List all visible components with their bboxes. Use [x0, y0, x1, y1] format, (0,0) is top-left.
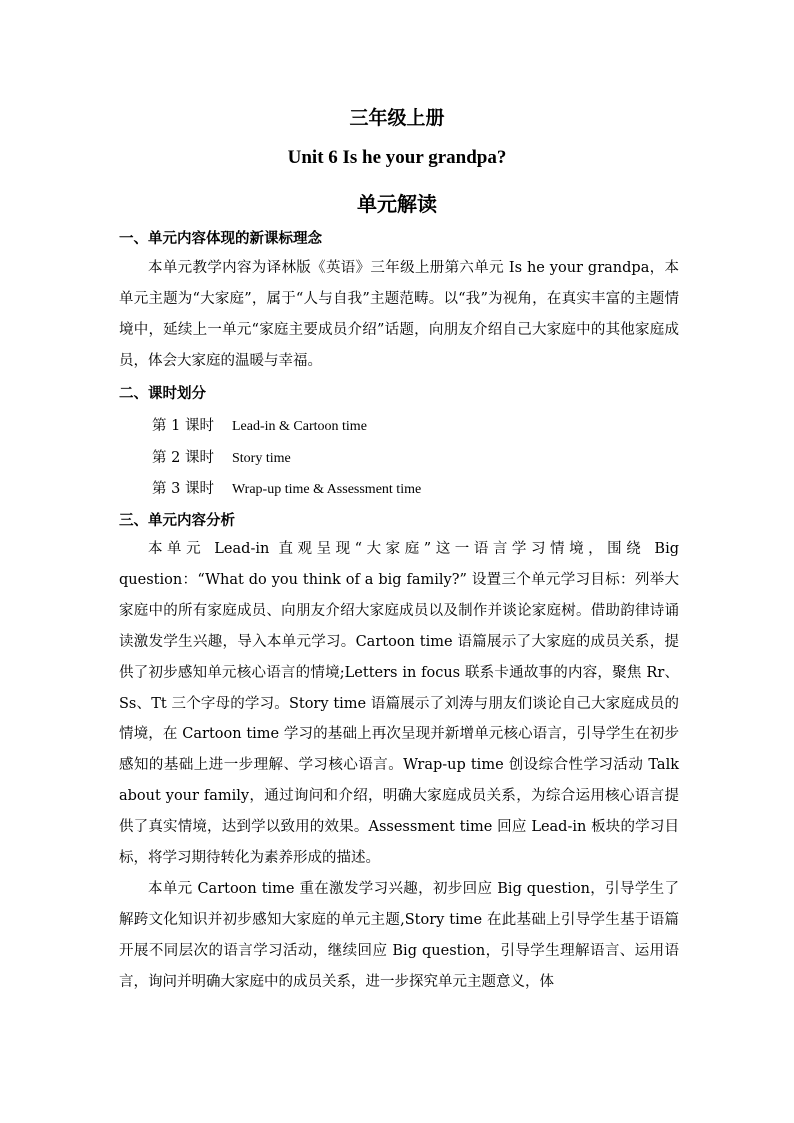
lesson-number: 第 1 课时: [152, 418, 214, 434]
unit-title: Unit 6 Is he your grandpa?: [287, 147, 507, 168]
lesson-name: Wrap-up time & Assessment time: [232, 482, 422, 497]
heading-curriculum-concept: 一、单元内容体现的新课标理念: [119, 230, 322, 247]
lesson-name: Lead-in & Cartoon time: [232, 419, 367, 434]
lesson-item: [152, 414, 367, 435]
lesson-name: Story time: [232, 451, 291, 466]
heading-content-analysis: 三、单元内容分析: [119, 512, 235, 529]
lesson-item: [152, 477, 421, 498]
lesson-item: [152, 446, 291, 467]
lesson-number: 第 2 课时: [152, 450, 214, 466]
section-title: 单元解读: [357, 192, 437, 216]
lesson-number: 第 3 课时: [152, 481, 214, 497]
paragraph-curriculum-concept: 本单元教学内容为译林版《英语》三年级上册第六单元 Is he your grandpa，本单元主题为“大家庭”，属于“人与自我”主题范畴。以“我”为视角，在真实丰富的主题情境中，延续上一单元“家庭主要成员介绍”话题，向朋友介绍自己大家庭中的其他家庭成员，体会大家庭的温暖与幸福。: [119, 260, 679, 369]
heading-lesson-division: 二、课时划分: [119, 385, 206, 402]
grade-title: 三年级上册: [349, 107, 445, 129]
paragraph-content-analysis-1: 本单元 Lead-in 直观呈现“大家庭”这一语言学习情境，围绕 Big question：“What do you think of a big family?” 设置三个单元学习目标：列举大家庭中的所有家庭成员、向朋友介绍大家庭成员以及制作并谈论家庭树。借助韵律诗诵读激发学生兴趣，导入本单元学习。Cartoon time 语篇展示了大家庭的成员关系，提供了初步感知单元核心语言的情境;Letters in focus 联系卡通故事的内容，聚焦 Rr、Ss、Tt 三个字母的学习。Story time 语篇展示了刘涛与朋友们谈论自己大家庭成员的情境，在 Cartoon time 学习的基础上再次呈现并新增单元核心语言，引导学生在初步感知的基础上进一步理解、学习核心语言。Wrap-up time 创设综合性学习活动 Talk about your family，通过询问和介绍，明确大家庭成员关系，为综合运用核心语言提供了真实情境，达到学以致用的效果。Assessment time 回应 Lead-in 板块的学习目标，将学习期待转化为素养形成的描述。: [119, 541, 679, 867]
paragraph-content-analysis-2: 本单元 Cartoon time 重在激发学习兴趣，初步回应 Big question，引导学生了解跨文化知识并初步感知大家庭的单元主题,Story time 在此基础上引导学生基于语篇开展不同层次的语言学习活动，继续回应 Big question，引导学生理解语言、运用语言，询问并明确大家庭中的成员关系，进一步探究单元主题意义，体: [119, 881, 679, 990]
